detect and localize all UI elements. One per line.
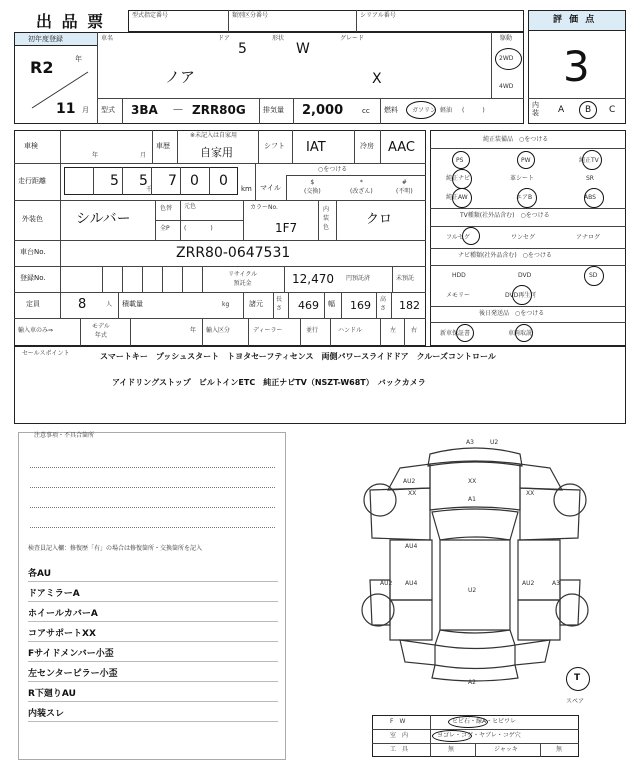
recycle-unit: 円預託済 bbox=[346, 275, 371, 282]
reg-label: 初年度登録 bbox=[28, 35, 63, 43]
eq-aw: 純正AW bbox=[446, 194, 468, 201]
navi-dvd: DVD bbox=[518, 272, 532, 279]
door-label: ドア bbox=[218, 35, 230, 42]
model-code-label: 型式指定番号 bbox=[132, 12, 169, 19]
capacity: 8 bbox=[78, 297, 87, 312]
import-label: 輸入車のみ⇒ bbox=[18, 327, 54, 334]
model: ZRR80G bbox=[192, 103, 246, 117]
equipment-title: 純正装備品 ○をつける bbox=[483, 136, 549, 143]
recycle-unpaid: 未預託 bbox=[396, 275, 415, 282]
displacement-label: 排気量 bbox=[263, 106, 284, 114]
spare-mark: T bbox=[574, 673, 581, 683]
tv-title: TV種類(社外品含む) ○をつける bbox=[460, 212, 550, 219]
orig-paren: ( ) bbox=[184, 225, 213, 232]
handle-label: ハンドル bbox=[338, 327, 363, 334]
inspector-title: 検査員記入欄：修復歴「有」の場合は修復箇所・交換箇所を記入 bbox=[28, 545, 203, 552]
remarks-title: 注意事項・不具合箇所 bbox=[34, 432, 95, 439]
colorchg-label: 色替 bbox=[160, 205, 173, 212]
score-label: 評 価 点 bbox=[553, 15, 597, 25]
navi-dvdplay: DVD再生可 bbox=[505, 292, 537, 299]
reg-month: 11 bbox=[56, 101, 76, 117]
eq-ps-circle bbox=[452, 151, 470, 169]
mark-hood-xx: XX bbox=[468, 478, 477, 485]
mileage-digit-5: 0 bbox=[190, 173, 199, 189]
shaken-month: 月 bbox=[140, 152, 147, 159]
mark-l-au4-a: AU4 bbox=[405, 543, 418, 550]
tv-oneseg: ワンセグ bbox=[511, 234, 536, 241]
navi-memory: メモリー bbox=[446, 292, 471, 299]
inspector-item: 内装スレ bbox=[28, 706, 278, 722]
recycle-label: リサイクル 預託金 bbox=[228, 271, 258, 287]
history-note: ※未記入は自家用 bbox=[190, 132, 238, 139]
interior-selected-circle bbox=[579, 101, 597, 119]
modelyear-label: モデル 年式 bbox=[92, 323, 110, 339]
ac-label: 冷房 bbox=[360, 142, 374, 150]
mileage-unit: km bbox=[241, 185, 252, 193]
mark-l-au2: AU2 bbox=[380, 580, 393, 587]
mark-hood-a1: A1 bbox=[468, 496, 476, 503]
interior-color: クロ bbox=[366, 212, 393, 227]
interior-score-label: 内装 bbox=[532, 101, 539, 117]
navi-sd-circle bbox=[584, 266, 604, 286]
navi-sd: SD bbox=[589, 272, 598, 279]
capacity-label: 定員 bbox=[26, 300, 40, 308]
recycle: 12,470 bbox=[292, 272, 334, 286]
mark-fl-au2: AU2 bbox=[403, 478, 416, 485]
inspector-item: ホイールカバーA bbox=[28, 606, 278, 622]
room-opts: ヨゴレ・コゲ・ヤブレ・コゲ穴 bbox=[437, 732, 521, 739]
shaken-label: 車検 bbox=[24, 142, 38, 150]
drive-2wd: 2WD bbox=[499, 55, 514, 62]
modelyear-unit: 年 bbox=[190, 327, 197, 334]
grade-label: グレード bbox=[340, 35, 365, 42]
drive-4wd: 4WD bbox=[499, 83, 514, 90]
interior-b: B bbox=[585, 105, 592, 115]
grade: X bbox=[372, 71, 382, 87]
eq-aw-circle bbox=[452, 188, 472, 208]
length: 469 bbox=[298, 299, 319, 312]
fuel-paren: ( ) bbox=[462, 107, 485, 114]
shape-label: 形状 bbox=[272, 35, 285, 42]
room-label: 室 内 bbox=[390, 732, 409, 739]
diesel-label: 軽油 bbox=[440, 107, 453, 114]
sheet-title: 出 品 票 bbox=[36, 12, 106, 31]
shaken-year: 年 bbox=[92, 152, 99, 159]
doors: 5 bbox=[238, 41, 247, 57]
shift: IAT bbox=[306, 140, 326, 155]
name-label: 車名 bbox=[101, 35, 114, 42]
height-label: 高さ bbox=[380, 296, 387, 312]
colorno-label: カラーNo. bbox=[250, 204, 278, 211]
eq-airbag-circle bbox=[517, 188, 537, 208]
eq-sr: SR bbox=[586, 175, 594, 182]
mark-r-au2: AU2 bbox=[522, 580, 535, 587]
navi-title: ナビ種類(社外品含む) ○をつける bbox=[458, 252, 552, 259]
interior-color-label: 内装色 bbox=[323, 206, 330, 231]
mark-roof-u2: U2 bbox=[468, 587, 477, 594]
parallel: 並行 bbox=[306, 327, 319, 334]
inspector-item: 各AU bbox=[28, 566, 278, 582]
shape: W bbox=[296, 41, 310, 57]
fuel-label: 燃料 bbox=[384, 106, 398, 114]
color: シルバー bbox=[76, 211, 131, 227]
eq-ps: PS bbox=[456, 157, 464, 164]
load-label: 積載量 bbox=[122, 300, 143, 308]
eq-navi-circle bbox=[452, 169, 472, 189]
length-label: 長さ bbox=[276, 296, 283, 312]
drive-2wd-circle bbox=[495, 48, 522, 70]
mileage-digit-6: 0 bbox=[219, 173, 228, 189]
navi-hdd: HDD bbox=[452, 272, 466, 279]
mark-front-a3: A3 bbox=[466, 439, 474, 446]
width: 169 bbox=[350, 299, 371, 312]
mile-opt-exchange: $ (交換) bbox=[304, 179, 321, 195]
handle-right: 右 bbox=[411, 327, 418, 334]
interior-a: A bbox=[558, 105, 565, 115]
mile-circle-label: ○をつける bbox=[318, 166, 348, 173]
history: 自家用 bbox=[200, 146, 233, 159]
orig-label: 元色 bbox=[184, 203, 197, 210]
fw-hibi-circle bbox=[448, 716, 488, 728]
inspector-item: R下廻りAU bbox=[28, 686, 278, 702]
eq-abs: ABS bbox=[584, 194, 596, 201]
fuel: ガソリン bbox=[412, 107, 437, 114]
later-manual: 車両取説 bbox=[508, 330, 533, 337]
later-manual-circle bbox=[515, 324, 533, 342]
tools-label: 工 具 bbox=[390, 746, 409, 753]
navi-dvdplay-circle bbox=[512, 285, 532, 305]
reg-era: R2 bbox=[30, 58, 54, 77]
displacement: 2,000 bbox=[302, 103, 344, 118]
interior-c: C bbox=[609, 105, 616, 115]
model-dash: － bbox=[172, 103, 185, 117]
mileage-thousand: 千 bbox=[146, 186, 153, 193]
allp-label: 全P bbox=[160, 225, 170, 232]
mark-fl-xx: XX bbox=[408, 490, 417, 497]
mile-opt-unknown: # (不明) bbox=[396, 179, 413, 195]
mile-opt-tampered: * (改ざん) bbox=[350, 179, 373, 195]
width-label: 幅 bbox=[328, 300, 335, 308]
load-unit: kg bbox=[222, 301, 230, 308]
handle-left: 左 bbox=[390, 327, 397, 334]
eq-pw-circle bbox=[517, 151, 535, 169]
eq-leather: 革シート bbox=[510, 175, 535, 182]
selling-points-line2: アイドリングストップ ビルトインETC 純正ナビTV（NSZT-W68T） バックカメラ bbox=[112, 378, 426, 387]
ac: AAC bbox=[388, 140, 415, 155]
color-no: 1F7 bbox=[275, 221, 298, 235]
eq-abs-circle bbox=[584, 188, 604, 208]
jack-label: ジャッキ bbox=[494, 746, 518, 753]
fw-opts: ヒビ石・線A・ヒビワレ bbox=[452, 718, 517, 725]
mark-r-a3: A3 bbox=[552, 580, 560, 587]
dealer: ディーラー bbox=[253, 327, 283, 334]
mileage-digit-2: 5 bbox=[110, 173, 119, 189]
chassis-label: 車台No. bbox=[20, 248, 46, 256]
eq-navi: 純正ナビ bbox=[446, 175, 471, 182]
mileage-label: 走行距離 bbox=[18, 177, 46, 185]
room-yogore-circle bbox=[432, 730, 472, 742]
history-label: 車歴 bbox=[156, 142, 170, 150]
mileage-digit-3: 5 bbox=[139, 173, 148, 189]
spare-label: スペア bbox=[566, 698, 585, 705]
mark-front-u2: U2 bbox=[490, 439, 499, 446]
tv-fullseg-circle bbox=[462, 227, 480, 245]
score-value: 3 bbox=[563, 42, 590, 91]
importcat-label: 輸入区分 bbox=[206, 327, 231, 334]
fw-label: F W bbox=[390, 718, 406, 725]
tools-value: 無 bbox=[448, 746, 455, 753]
tv-analog: アナログ bbox=[576, 234, 601, 241]
inspector-item: コアサポートXX bbox=[28, 626, 278, 642]
mark-l-au4-b: AU4 bbox=[405, 580, 418, 587]
serial-label: シリアル番号 bbox=[360, 12, 396, 19]
code-row bbox=[128, 10, 524, 32]
eq-tv: 純正TV bbox=[579, 157, 599, 164]
fuel-circle bbox=[406, 101, 436, 119]
selling-points-line1: スマートキー プッシュスタート トヨタセーフティセンス 両側パワースライドドア クルーズコントロール bbox=[100, 352, 496, 361]
vehicle-name: ノア bbox=[165, 68, 196, 86]
inspector-item: ドアミラーA bbox=[28, 586, 278, 602]
model-label: 型式 bbox=[101, 106, 115, 114]
class-code-label: 類別区分番号 bbox=[232, 12, 269, 19]
cc-unit: cc bbox=[362, 107, 370, 115]
reg-year-unit: 年 bbox=[75, 55, 82, 63]
car-damage-diagram bbox=[360, 440, 590, 685]
jack-value: 無 bbox=[556, 746, 563, 753]
color-label: 外装色 bbox=[22, 215, 43, 223]
mark-rear-a2: A2 bbox=[468, 679, 476, 686]
later-warranty: 新車保証書 bbox=[440, 330, 471, 337]
eq-tv-circle bbox=[582, 150, 602, 170]
mileage-digit-4: 7 bbox=[168, 173, 177, 189]
eq-airbag: エアB bbox=[516, 194, 533, 201]
later-title: 後日発送品 ○をつける bbox=[479, 310, 545, 317]
later-warranty-circle bbox=[456, 324, 474, 342]
mile-label: マイル bbox=[260, 184, 281, 192]
capacity-unit: 人 bbox=[106, 301, 113, 308]
inspector-item: 左センターピラー小歪 bbox=[28, 666, 278, 682]
reg-month-unit: 月 bbox=[82, 106, 89, 114]
spec-label: 諸元 bbox=[249, 300, 263, 308]
eq-pw: PW bbox=[521, 157, 531, 164]
regno-label: 登録No. bbox=[20, 274, 46, 282]
selling-points-label: セールスポイント bbox=[22, 350, 70, 357]
mark-fr-xx: XX bbox=[526, 490, 535, 497]
inspector-item: Fサイドメンバー小歪 bbox=[28, 646, 278, 662]
drive-label: 駆動 bbox=[500, 35, 513, 42]
chassis: ZRR80-0647531 bbox=[176, 245, 291, 261]
shift-label: シフト bbox=[264, 142, 285, 150]
model-prefix: 3BA bbox=[131, 103, 158, 117]
height: 182 bbox=[399, 299, 420, 312]
tv-fullseg: フルセグ bbox=[446, 234, 470, 241]
